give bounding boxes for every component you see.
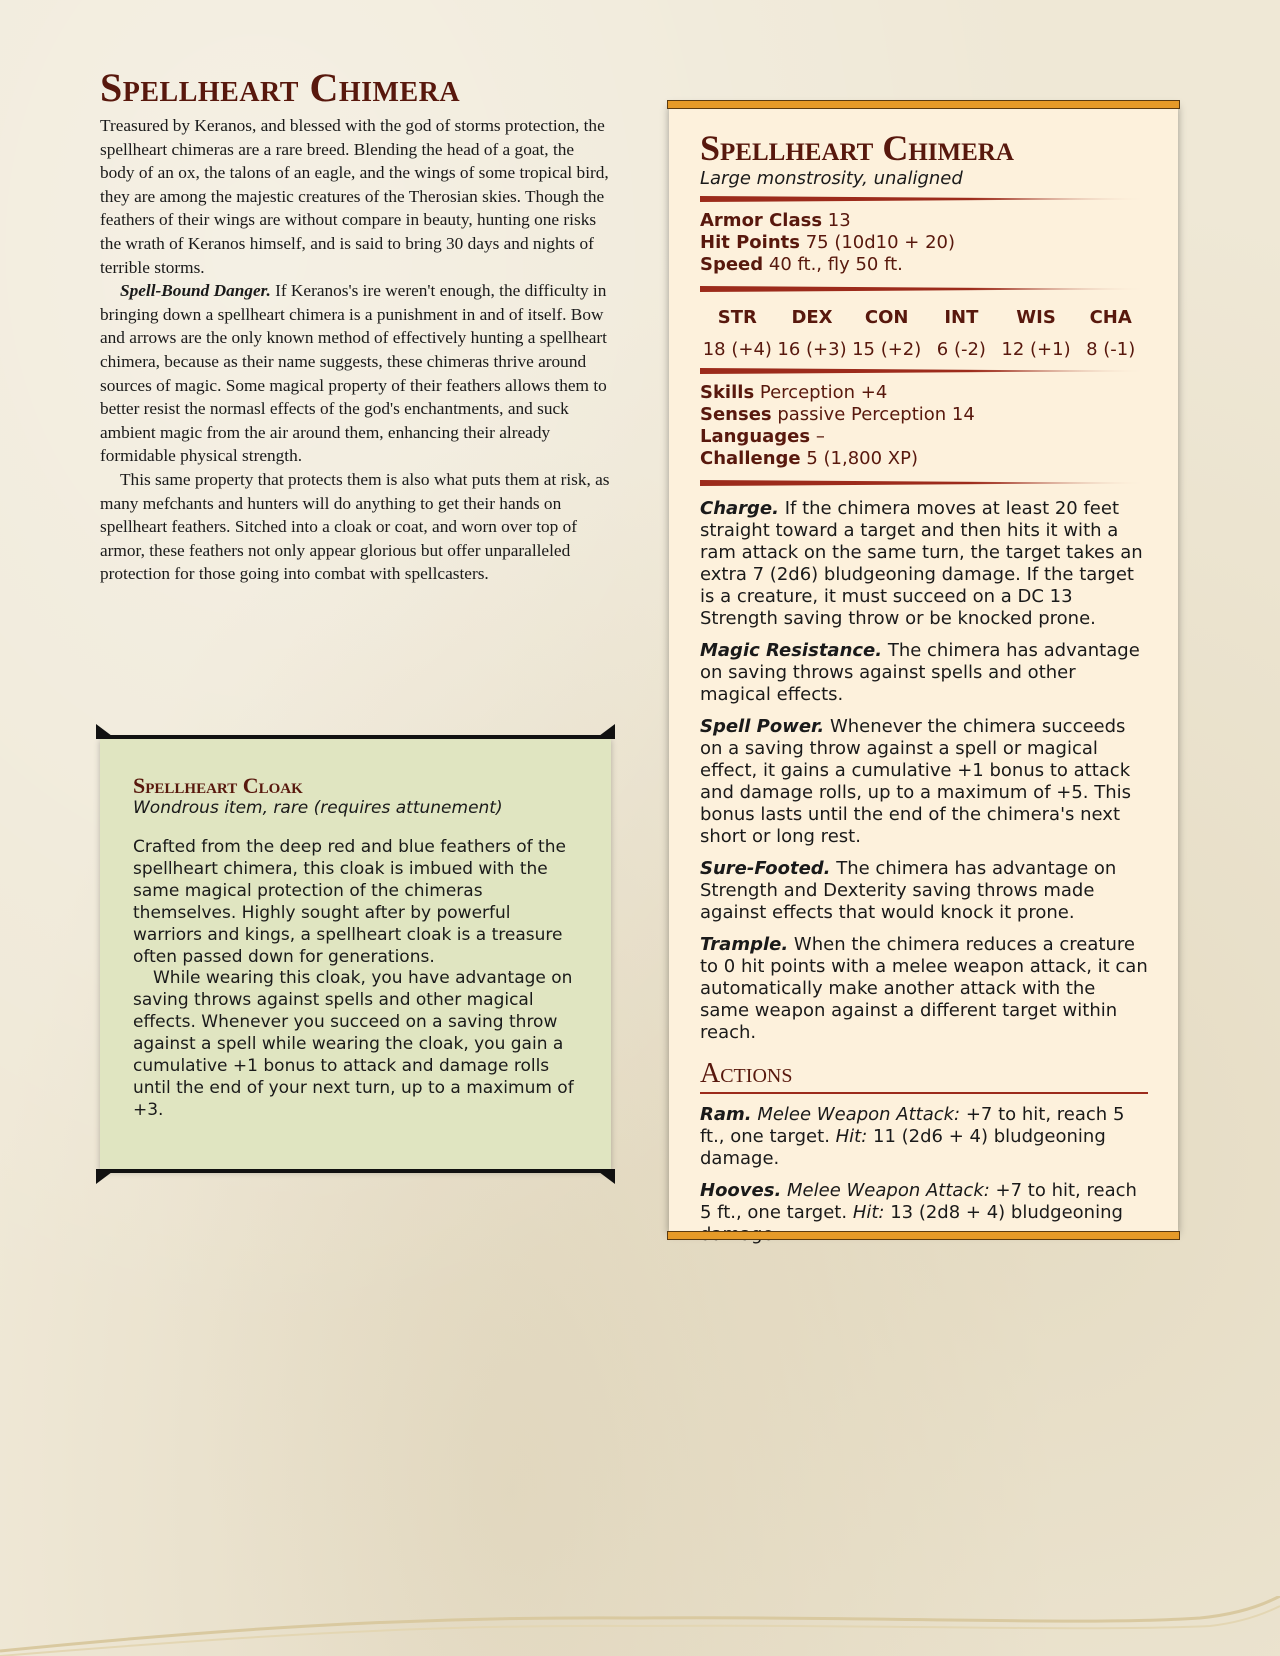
challenge [700, 448, 1148, 470]
ability-cha [1073, 306, 1148, 362]
senses-label: Senses [700, 404, 772, 425]
footer-curve [0, 1596, 1280, 1651]
item-note-box [100, 738, 611, 1170]
item-subtitle: Wondrous item, rare (requires attunement) [133, 798, 503, 818]
trait-text: The chimera has advantage on Strength and Dexterity saving throws made against effects that would knock it prone. [700, 858, 1117, 923]
ability-value: 8 (-1) [1086, 339, 1136, 360]
ability-int [924, 306, 999, 362]
action-damage: 11 (2d6 + 4) bludgeoning damage. [700, 1126, 1106, 1169]
senses [700, 404, 1148, 426]
ability-dex [775, 306, 850, 362]
stat-block [669, 106, 1178, 1234]
trait-spell-power [700, 716, 1148, 848]
hit-points-value: 75 (10d10 + 20) [799, 232, 956, 253]
lore-subheading: Spell-Bound Danger. [120, 281, 271, 301]
trait-name: Spell Power. [700, 716, 825, 737]
lore-paragraph-3: This same property that protects them is also what puts them at risk, as many mefchants and hunters will do anything to get their hands on spellheart feathers. Sitched into a cloak or coat, and worn over top of armor, these feathers not only appear glorious but offer unparalleled protection for those going into combat with spellcasters. [100, 469, 610, 584]
ability-con [849, 306, 924, 362]
note-corner-icon [599, 724, 615, 736]
armor-class [700, 210, 1148, 232]
speed-label: Speed [700, 254, 764, 275]
actions-heading: Actions [700, 1058, 1148, 1094]
action-attack-type: Melee Weapon Attack: [751, 1104, 961, 1125]
ability-label: CHA [1089, 307, 1132, 328]
trait-text: The chimera has advantage on saving throws against spells and other magical effects. [700, 640, 1140, 705]
monster-name: Spellheart Chimera [700, 128, 1014, 168]
languages-value: – [810, 426, 825, 447]
action-hit-label: Hit: [835, 1126, 868, 1147]
languages-label: Languages [700, 426, 811, 447]
ability-label: CON [864, 307, 909, 328]
ability-wis [999, 306, 1074, 362]
trait-name: Charge. [700, 498, 779, 519]
footer-curve [0, 1606, 1280, 1656]
action-damage: 13 (2d8 + 4) bludgeoning [890, 1202, 1123, 1223]
monster-type: Large monstrosity, unaligned [700, 168, 963, 189]
ability-label: WIS [1016, 307, 1056, 328]
ability-label: STR [717, 307, 757, 328]
trait-charge [700, 498, 1148, 630]
ability-value: 18 (+4) [702, 339, 772, 360]
action-hit-label: Hit: [852, 1202, 885, 1223]
action-name: Hooves. [700, 1180, 782, 1201]
stat-top-bar [667, 100, 1180, 109]
action-ram [700, 1104, 1148, 1170]
divider [700, 286, 1148, 292]
note-bottom-border [96, 1169, 615, 1173]
trait-name: Magic Resistance. [700, 640, 883, 661]
trait-name: Trample. [700, 934, 789, 955]
ability-label: DEX [791, 307, 833, 328]
footer-ornament [0, 1596, 1280, 1656]
armor-class-value: 13 [822, 210, 851, 231]
senses-value: passive Perception 14 [771, 404, 975, 425]
note-top-border [96, 735, 615, 739]
armor-class-label: Armor Class [700, 210, 823, 231]
languages [700, 426, 1148, 448]
item-paragraph-1: Crafted from the deep red and blue feathers of the spellheart chimera, this cloak is imbued with the same magical protection of the chimeras themselves. Highly sought after by powerful warriors and kings, a spellheart cloak is a treasure often passed down for generations. [133, 837, 566, 967]
trait-sure-footed [700, 858, 1148, 924]
trait-trample [700, 934, 1148, 1044]
lore-paragraph-2-text: If Keranos's ire weren't enough, the difficulty in bringing down a spellheart chimera is a punishment in and of itself. Bow and arrows are the only known method of effectively hunting a spellheart chimera, because as their name suggests, these chimeras thrive around sources of magic. Some magical property of their feathers allows them to better resist the normasl effects of the god's enchantments, and suck ambient magic from the air around them, enhancing their already formidable physical strength. [100, 281, 607, 466]
trait-text: When the chimera reduces a creature to 0 hit points with a melee weapon attack, it can automatically make another attack with the same weapon against a different target within reach. [700, 934, 1148, 1043]
stat-content [700, 128, 1148, 1256]
lore-section [100, 66, 612, 586]
ability-str [700, 306, 775, 362]
action-text: +7 to hit, reach 5 ft., one target. [700, 1104, 1125, 1147]
lore-paragraph-2 [100, 279, 612, 468]
challenge-label: Challenge [700, 448, 801, 469]
skills [700, 382, 1148, 404]
challenge-value: 5 (1,800 XP) [800, 448, 919, 469]
note-corner-icon [599, 1172, 615, 1184]
hit-points [700, 232, 1148, 254]
hit-points-label: Hit Points [700, 232, 800, 253]
ability-scores [700, 306, 1148, 362]
note-corner-icon [96, 724, 112, 736]
speed-value: 40 ft., fly 50 ft. [763, 254, 903, 275]
ability-label: INT [944, 307, 979, 328]
speed [700, 254, 1148, 276]
divider [700, 480, 1148, 486]
item-paragraph-2: While wearing this cloak, you have advantage on saving throws against spells and other magical effects. Whenever you succeed on a saving throw against a spell while wearing the cloak, you gain a cumulative +1 bonus to attack and damage rolls until the end of your next turn, up to a maximum of +3. [133, 968, 574, 1120]
lore-paragraph-1: Treasured by Keranos, and blessed with the god of storms protection, the spellheart chimeras are a rare breed. Blending the head of a goat, the body of an ox, the talons of an eagle, and the wings of some tropical bird, they are among the majestic creatures of the Therosian skies. Though the feathers of their wings are without compare in beauty, hunting one risks the wrath of Keranos himself, and is said to bring 30 days and nights of terrible storms. [100, 116, 609, 277]
item-note-content [133, 774, 583, 1122]
divider [700, 196, 1148, 202]
page-title: Spellheart Chimera [100, 65, 461, 110]
ability-value: 16 (+3) [777, 339, 847, 360]
action-name: Ram. [700, 1104, 752, 1125]
action-text: +7 to hit, reach 5 ft., one target. [700, 1180, 1137, 1223]
trait-text: If the chimera moves at least 20 feet straight toward a target and then hits it with a ram attack on the same turn, the target takes an extra 7 (2d6) bludgeoning damage. If the target is a creature, it must succeed on a DC 13 Strength saving throw or be knocked prone. [700, 498, 1143, 629]
stat-bottom-bar [667, 1231, 1180, 1240]
ability-value: 15 (+2) [852, 339, 922, 360]
skills-value: Perception +4 [754, 382, 888, 403]
skills-label: Skills [700, 382, 755, 403]
ability-value: 6 (-2) [936, 339, 986, 360]
action-attack-type: Melee Weapon Attack: [781, 1180, 990, 1201]
ability-value: 12 (+1) [1001, 339, 1071, 360]
trait-name: Sure-Footed. [700, 858, 831, 879]
trait-magic-resistance [700, 640, 1148, 706]
trait-text: Whenever the chimera succeeds on a saving throw against a spell or magical effect, it gains a cumulative +1 bonus to attack and damage rolls, up to a maximum of +5. This bonus lasts until the end of the chimera's next short or long rest. [700, 716, 1132, 847]
divider [700, 368, 1148, 374]
note-corner-icon [96, 1172, 112, 1184]
item-title: Spellheart Cloak [133, 773, 303, 798]
